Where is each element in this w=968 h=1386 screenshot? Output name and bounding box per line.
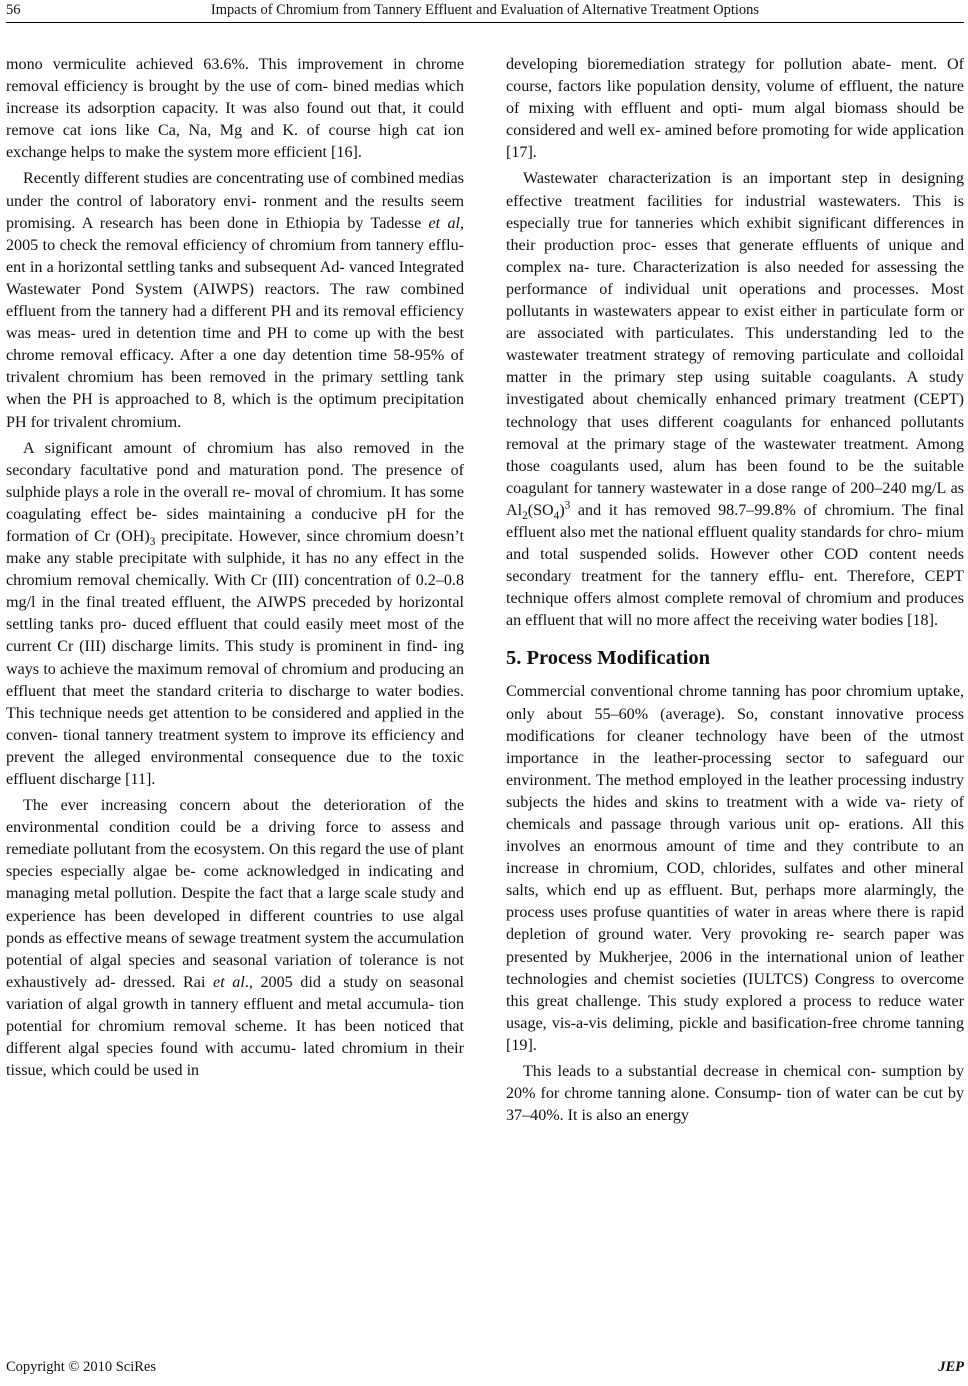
paragraph — [6, 795, 464, 1082]
running-title: Impacts of Chromium from Tannery Effluent and Evaluation of Alternative Treatment Options — [210, 2, 760, 18]
paragraph — [506, 54, 964, 164]
copyright-text: Copyright © 2010 SciRes — [6, 1359, 156, 1375]
subscript: 2 — [522, 510, 528, 523]
paragraph-text: and it has removed 98.7–99.8% of chromium. The final effluent also met the national effluent quality standards for chro- mium and total suspended solids. However other COD content needs secondary treatment for the tannery efflu- ent. Therefore, CEPT technique offers almost complete removal of chromium and produces an effluent that will no more affect the receiving water bodies [18]. — [506, 501, 964, 630]
subscript: 3 — [149, 536, 156, 549]
paragraph-text: ) — [559, 501, 565, 519]
section-heading: 5. Process Modification — [506, 647, 711, 670]
paragraph-text: mono vermiculite achieved 63.6%. This improvement in chrome removal efficiency is brought by the use of com- bined medias which increase its adsorption capacity. It was also found out that, it could remove cat ions like Ca, Na, Mg and K. of course high cat ion exchange helps to make the system more efficient [16]. — [6, 56, 464, 162]
left-column — [6, 54, 464, 1086]
paragraph-text: This leads to a substantial decrease in chemical con- sumption by 20% for chrome tanning alone. Consump- tion of water can be cut by 37–40%. It is also an energy — [506, 1063, 964, 1125]
paragraph — [6, 168, 464, 433]
paragraph-text: Recently different studies are concentrating use of combined medias under the control of laboratory envi- ronment and the results seem promising. A research has been done in Ethiopia by Tadesse — [6, 170, 464, 232]
paragraph — [506, 681, 964, 1057]
journal-abbreviation: JEP — [938, 1359, 964, 1375]
italic-text: et al — [428, 214, 460, 232]
paragraph-text: , 2005 to check the removal efficiency of chromium from tannery efflu- ent in a horizontal settling tanks and subsequent Ad- vanced Integrated Wastewater Pond System (AIWPS) reactors. The raw combined effluent from the tannery had a different PH and its removal efficiency was meas- ured in detention time and PH to come up with the best chrome removal efficacy. After a one day detention time 58-95% of trivalent chromium has been removed in the primary settling tank when the PH is approached to 8, which is the optimum precipitation PH for trivalent chromium. — [6, 214, 465, 431]
italic-text: et al — [213, 973, 245, 991]
paragraph — [6, 438, 464, 792]
page-number: 56 — [6, 2, 21, 18]
paragraph-text: Wastewater characterization is an important step in designing effective treatment facilities for industrial wastewaters. This is especially true for tanneries which exhibit significant differences in their production proc- esses that generate effluents of unique and complex na- ture. Characterization is also needed for assessing the performance of individual unit operations and processes. Most pollutants in wastewaters appear to exist either in particulate form or are associated with particulates. This understanding led to the wastewater treatment strategy of removing particulate and colloidal matter in the primary step using suitable coagulants. A study investigated about chemically enhanced primary treatment (CEPT) technology that uses different coagulants for enhanced pollutants removal at the primary stage of the wastewater treatment. Among those coagulants used, alum has been found to be the suitable coagulant for tannery wastewater in a dose range of 200–240 mg/L as Al — [506, 170, 964, 519]
paragraph-text: Commercial conventional chrome tanning has poor chromium uptake, only about 55–60% (average). So, constant innovative process modifications for cleaner technology have been of the utmost importance in the leather-processing sector to safeguard our environment. The method employed in the leather processing industry subjects the hides and skins to treatment with a wide va- riety of chemicals and passage through various unit op- erations. All this involves an enormous amount of time and they contribute to an increase in chromium, COD, chlorides, sulfates and other mineral salts, which end up as effluent. But, perhaps more alarmingly, the process uses profuse quantities of water in areas where there is rapid depletion of ground water. Very provoking re- search paper was presented by Mukherjee, 2006 in the international union of leather technologies and chemist societies (IULTCS) Congress to overcome this great challenge. This study explored a process to reduce water usage, vis-a-vis deliming, pickle and basification-free chrome tanning [19]. — [506, 683, 964, 1054]
right-column — [506, 54, 964, 1131]
paragraph-text: developing bioremediation strategy for pollution abate- ment. Of course, factors like population density, volume of effluent, the nature of mixing with effluent and opti- mum algal biomass should be considered and well ex- amined before promoting for wide application [17]. — [506, 56, 964, 162]
paragraph-text: A significant amount of chromium has also removed in the secondary facultative pond and maturation pond. The presence of sulphide plays a role in the overall re- moval of chromium. It has some coagulating effect be- sides maintaining a conducive pH for the formation of Cr (OH) — [6, 439, 464, 545]
paragraph — [506, 1061, 964, 1127]
page-header — [6, 0, 964, 23]
subscript: 4 — [553, 510, 560, 523]
paragraph-text: precipitate. However, since chromium doesn’t make any stable precipitate with sulphide, it has no any effect in the chromium removal chemically. With Cr (III) concentration of 0.2–0.8 mg/l in the final treated effluent, the AIWPS preceded by horizontal settling tanks pro- duced effluent that could easily meet most of the current Cr (III) discharge limits. This study is prominent in find- ing ways to achieve the maximum removal of chromium and producing an effluent that meet the standard criteria to discharge to water bodies. This technique needs get attention to be considered and applied in the conven- tional tannery treatment system to improve its efficiency and prevent the alleged environmental consequence due to the toxic effluent discharge [11]. — [6, 527, 464, 788]
paragraph — [506, 168, 964, 632]
superscript: 3 — [564, 499, 571, 512]
paragraph — [6, 54, 464, 164]
paragraph-text: ., 2005 did a study on seasonal variation of algal growth in tannery effluent and metal accumula- tion potential for chromium removal scheme. It has been noticed that different algal species found with accumu- lated chromium in their tissue, which could be used in — [6, 973, 465, 1080]
paragraph-text: (SO — [527, 501, 554, 519]
paragraph-text: The ever increasing concern about the deterioration of the environmental condition could be a driving force to assess and remediate pollutant from the ecosystem. On this regard the use of plant species especially algae be- come acknowledged in indicating and managing metal pollution. Despite the fact that a large scale study and experience has been developed in different countries to use algal ponds as effective means of sewage treatment system the accumulation potential of algal species and seasonal variation of tolerance is not exhaustively ad- dressed. Rai — [6, 797, 464, 991]
